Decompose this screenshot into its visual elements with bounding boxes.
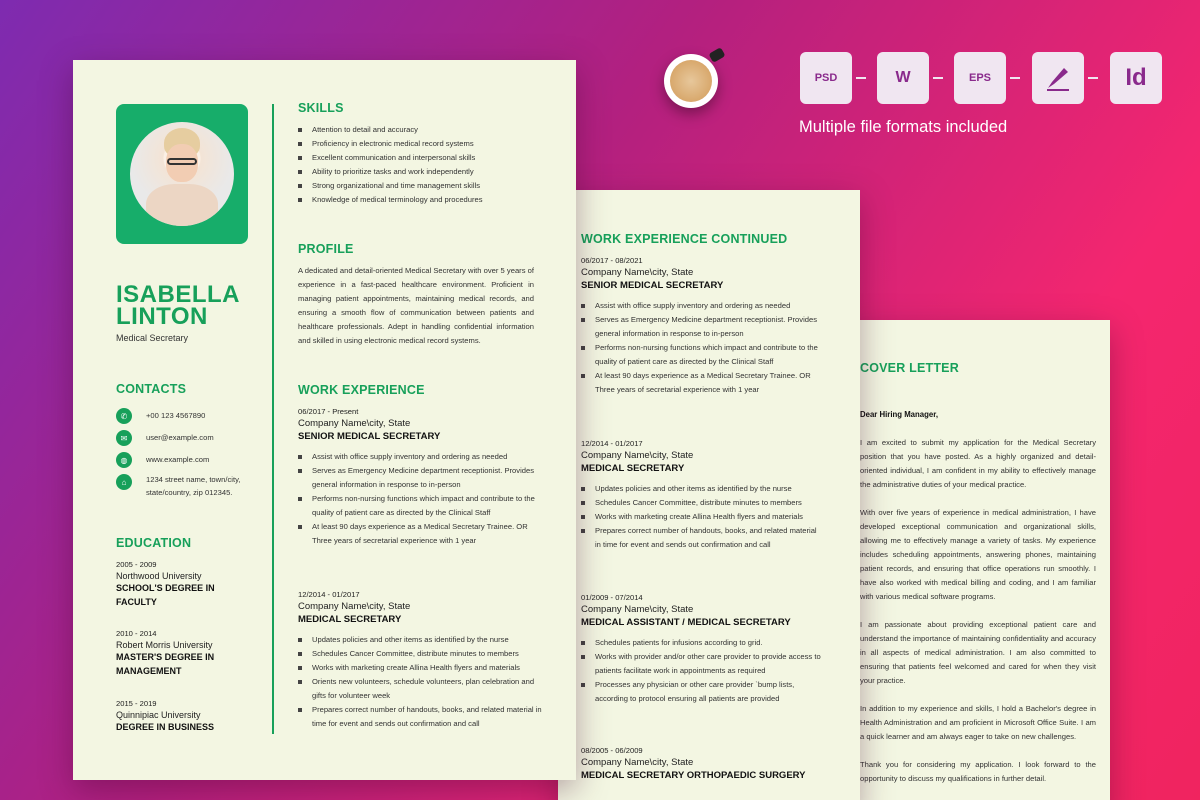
formats-caption: Multiple file formats included xyxy=(799,118,1008,136)
education-entry xyxy=(116,699,246,734)
contacts-title: CONTACTS xyxy=(116,382,187,396)
list-item: Ability to prioritize tasks and work independently xyxy=(298,165,548,179)
list-item: At least 90 days experience as a Medical Secretary Trainee. OR Three years of secretarial experience with 1 year xyxy=(298,520,543,548)
pen-icon xyxy=(1032,52,1084,104)
education-title: EDUCATION xyxy=(116,536,192,550)
psd-file-icon: PSD xyxy=(800,52,852,104)
list-item: Works with marketing create Allina Health flyers and materials xyxy=(298,661,543,675)
cover-paragraph: In addition to my experience and skills, I hold a Bachelor's degree in Health Administration and am proficient in Microsoft Office Suite. I am a quick learner and am always eager to take on new challenges. xyxy=(860,704,1096,741)
cover-paragraph: I am passionate about providing exceptional patient care and understand the importance of maintaining confidentiality and accuracy in all aspects of medical administration. I am also committed to ensuring that patients feel welcomed and cared for when they visit your practice. xyxy=(860,620,1096,685)
cover-paragraph: Thank you for considering my application. I look forward to the opportunity to discuss my qualifications in further detail. xyxy=(860,760,1096,783)
work-experience-continued-page xyxy=(558,190,860,800)
job-company: Company Name\city, State xyxy=(298,601,411,612)
job-title: SENIOR MEDICAL SECRETARY xyxy=(581,280,724,291)
list-item: Schedules patients for infusions according to grid. xyxy=(581,636,821,650)
education-school: Northwood University xyxy=(116,571,202,581)
job-date: 12/2014 - 01/2017 xyxy=(581,439,643,448)
list-item: Serves as Emergency Medicine department receptionist. Provides general information in response to in-person xyxy=(298,464,543,492)
list-item: Attention to detail and accuracy xyxy=(298,123,548,137)
phone-icon: ✆ xyxy=(116,408,132,424)
resume-name xyxy=(116,281,240,330)
list-item: Knowledge of medical terminology and procedures xyxy=(298,193,548,207)
list-item: Works with provider and/or other care provider to provide access to patients facilitate work in appointments as required xyxy=(581,650,821,678)
education-school: Quinnipiac University xyxy=(116,710,201,720)
contact-email xyxy=(116,430,214,446)
job-title: MEDICAL SECRETARY ORTHOPAEDIC SURGERY xyxy=(581,770,806,781)
skills-list xyxy=(298,123,548,207)
avatar xyxy=(130,122,234,226)
divider xyxy=(856,77,866,79)
job-company: Company Name\city, State xyxy=(298,418,411,429)
list-item: Assist with office supply inventory and ordering as needed xyxy=(581,299,821,313)
education-years: 2015 - 2019 xyxy=(116,699,157,708)
job-bullets xyxy=(581,636,821,706)
cover-letter-title: COVER LETTER xyxy=(860,361,959,375)
cover-body xyxy=(860,436,1096,786)
cover-paragraph: With over five years of experience in medical administration, I have developed exceptional communication and organizational skills, allowing me to effectively manage a variety of tasks. My experience includes scheduling appointments, answering phones, maintaining patient records, and ensuring that office operations run smoothly. I have also worked with medical billing and coding, and I am familiar with various medical software programs. xyxy=(860,508,1096,601)
job-title: MEDICAL SECRETARY xyxy=(581,463,685,474)
job-entry xyxy=(581,256,821,397)
list-item: Prepares correct number of handouts, books, and related material in time for event and sends out confirmation and call xyxy=(298,703,543,731)
education-degree: DEGREE IN BUSINESS xyxy=(116,722,215,732)
education-years: 2005 - 2009 xyxy=(116,560,157,569)
contact-text: 1234 street name, town/city, state/country, zip 012345. xyxy=(146,475,241,497)
contact-text: user@example.com xyxy=(146,433,214,442)
list-item: Processes any physician or other care provider `bump lists, according to protocol ensuring all patients are provided xyxy=(581,678,821,706)
work-continued-title: WORK EXPERIENCE CONTINUED xyxy=(581,232,788,246)
job-company: Company Name\city, State xyxy=(581,757,694,768)
globe-icon: ◍ xyxy=(116,452,132,468)
job-date: 12/2014 - 01/2017 xyxy=(298,590,360,599)
list-item: Assist with office supply inventory and ordering as needed xyxy=(298,450,543,464)
list-item: Prepares correct number of handouts, books, and related material in time for event and sends out confirmation and call xyxy=(581,524,821,552)
last-name: LINTON xyxy=(116,303,208,330)
cover-paragraph: I am excited to submit my application for the Medical Secretary position that you have posted. As a highly organized and detail-oriented individual, I am confident in my ability to effectively manage the administrative duties of your medical practice. xyxy=(860,438,1096,489)
contact-text: +00 123 4567890 xyxy=(146,411,206,420)
job-date: 06/2017 - 08/2021 xyxy=(581,256,643,265)
education-entry xyxy=(116,560,236,609)
job-entry xyxy=(298,590,543,731)
job-bullets xyxy=(298,450,543,548)
first-name: ISABELLA xyxy=(116,281,240,308)
job-date: 01/2009 - 07/2014 xyxy=(581,593,643,602)
education-school: Robert Morris University xyxy=(116,640,213,650)
list-item: At least 90 days experience as a Medical Secretary Trainee. OR Three years of secretarial experience with 1 year xyxy=(581,369,821,397)
list-item: Excellent communication and interpersonal skills xyxy=(298,151,548,165)
profile-text: A dedicated and detail-oriented Medical Secretary with over 5 years of experience in a fast-paced healthcare environment. Proficient in managing patient appointments, maintaining medical records, and ensuring a smooth flow of communication between patients and healthcare professionals. Adept in handling confidential information and skilled in using electronic medical record systems. xyxy=(298,266,534,345)
divider xyxy=(933,77,943,79)
profile-photo-frame xyxy=(116,104,248,244)
job-role: Medical Secretary xyxy=(116,333,189,343)
list-item: Orients new volunteers, schedule volunteers, plan celebration and gifts for volunteer week xyxy=(298,675,543,703)
coffee-cup-decoration xyxy=(664,54,718,108)
profile-title: PROFILE xyxy=(298,242,354,256)
list-item: Serves as Emergency Medicine department receptionist. Provides general information in response to in-person xyxy=(581,313,821,341)
job-bullets xyxy=(581,299,821,397)
job-entry xyxy=(581,746,841,781)
eps-file-icon: EPS xyxy=(954,52,1006,104)
job-date: 08/2005 - 06/2009 xyxy=(581,746,643,755)
column-divider xyxy=(272,104,274,734)
home-icon: ⌂ xyxy=(116,474,132,490)
list-item: Performs non-nursing functions which impact and contribute to the quality of patient care as directed by the Clinical Staff xyxy=(298,492,543,520)
job-bullets xyxy=(581,482,821,552)
contact-website xyxy=(116,452,209,468)
email-icon: ✉ xyxy=(116,430,132,446)
education-entry xyxy=(116,629,236,678)
list-item: Performs non-nursing functions which impact and contribute to the quality of patient care as directed by the Clinical Staff xyxy=(581,341,821,369)
work-title: WORK EXPERIENCE xyxy=(298,383,425,397)
list-item: Updates policies and other items as identified by the nurse xyxy=(298,633,543,647)
list-item: Works with marketing create Allina Health flyers and materials xyxy=(581,510,821,524)
divider xyxy=(1010,77,1020,79)
list-item: Proficiency in electronic medical record systems xyxy=(298,137,548,151)
contact-text: www.example.com xyxy=(146,455,210,464)
skills-title: SKILLS xyxy=(298,101,344,115)
job-entry xyxy=(581,439,821,552)
job-entry xyxy=(581,593,821,706)
contact-phone xyxy=(116,408,205,424)
cover-greeting: Dear Hiring Manager, xyxy=(860,410,938,419)
job-date: 06/2017 - Present xyxy=(298,407,359,416)
education-degree: SCHOOL'S DEGREE IN FACULTY xyxy=(116,583,215,607)
resume-main-page xyxy=(73,60,576,780)
job-title: MEDICAL ASSISTANT / MEDICAL SECRETARY xyxy=(581,617,791,628)
list-item: Strong organizational and time management skills xyxy=(298,179,548,193)
job-title: SENIOR MEDICAL SECRETARY xyxy=(298,431,441,442)
education-years: 2010 - 2014 xyxy=(116,629,157,638)
indesign-icon: Id xyxy=(1110,52,1162,104)
list-item: Schedules Cancer Committee, distribute minutes to members xyxy=(298,647,543,661)
list-item: Schedules Cancer Committee, distribute minutes to members xyxy=(581,496,821,510)
word-file-icon: W xyxy=(877,52,929,104)
list-item: Updates policies and other items as identified by the nurse xyxy=(581,482,821,496)
job-company: Company Name\city, State xyxy=(581,267,694,278)
contact-address xyxy=(116,472,256,499)
cover-letter-page xyxy=(848,320,1110,800)
education-degree: MASTER'S DEGREE IN MANAGEMENT xyxy=(116,652,215,676)
job-entry xyxy=(298,407,543,548)
divider xyxy=(1088,77,1098,79)
job-company: Company Name\city, State xyxy=(581,604,694,615)
job-company: Company Name\city, State xyxy=(581,450,694,461)
job-bullets xyxy=(298,633,543,731)
job-title: MEDICAL SECRETARY xyxy=(298,614,402,625)
